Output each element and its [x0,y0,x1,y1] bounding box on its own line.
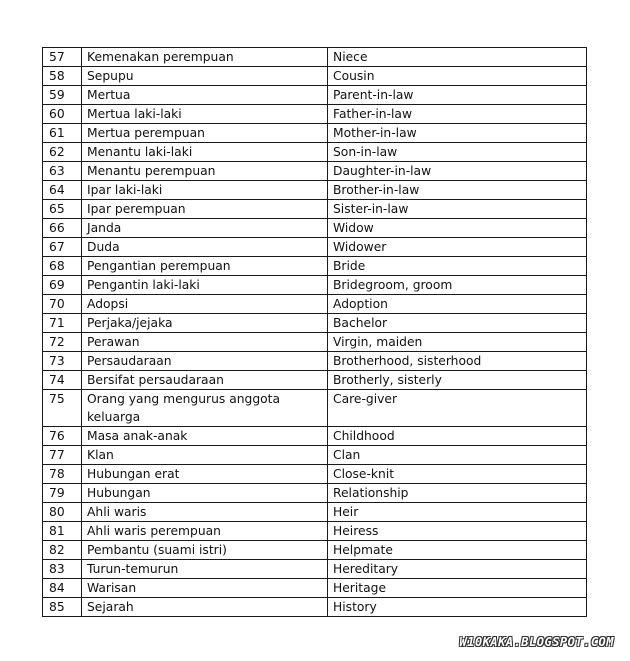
indonesian-term: Duda [82,238,328,257]
row-number: 58 [43,67,82,86]
row-number: 77 [43,446,82,465]
table-row [43,143,587,162]
row-number: 62 [43,143,82,162]
table-row [43,48,587,67]
table-row [43,390,587,427]
table-row [43,352,587,371]
indonesian-term: Pembantu (suami istri) [82,541,328,560]
english-term: Widower [328,238,587,257]
english-term: Bride [328,257,587,276]
english-term: Brotherly, sisterly [328,371,587,390]
english-term: Son-in-law [328,143,587,162]
row-number: 84 [43,579,82,598]
english-term: Clan [328,446,587,465]
vocabulary-table-body [43,48,587,617]
indonesian-term: Ahli waris [82,503,328,522]
indonesian-term: Persaudaraan [82,352,328,371]
indonesian-term: Hubungan erat [82,465,328,484]
indonesian-term: Hubungan [82,484,328,503]
indonesian-term: Perawan [82,333,328,352]
english-term: Helpmate [328,541,587,560]
indonesian-term: Janda [82,219,328,238]
indonesian-term: Sepupu [82,67,328,86]
table-row [43,238,587,257]
table-row [43,503,587,522]
row-number: 66 [43,219,82,238]
row-number: 60 [43,105,82,124]
row-number: 63 [43,162,82,181]
table-row [43,200,587,219]
table-row [43,105,587,124]
indonesian-term: Pengantian perempuan [82,257,328,276]
row-number: 81 [43,522,82,541]
english-term: Mother-in-law [328,124,587,143]
indonesian-term: Ahli waris perempuan [82,522,328,541]
table-row [43,162,587,181]
table-row [43,86,587,105]
row-number: 57 [43,48,82,67]
row-number: 82 [43,541,82,560]
row-number: 73 [43,352,82,371]
row-number: 83 [43,560,82,579]
indonesian-term: Ipar perempuan [82,200,328,219]
indonesian-term: Pengantin laki-laki [82,276,328,295]
english-term: History [328,598,587,617]
table-row [43,276,587,295]
table-row [43,541,587,560]
english-term: Bridegroom, groom [328,276,587,295]
indonesian-term: Orang yang mengurus anggota keluarga [82,390,328,427]
indonesian-term: Klan [82,446,328,465]
english-term: Heritage [328,579,587,598]
row-number: 80 [43,503,82,522]
table-row [43,598,587,617]
indonesian-term: Sejarah [82,598,328,617]
english-term: Bachelor [328,314,587,333]
table-row [43,446,587,465]
row-number: 79 [43,484,82,503]
english-term: Childhood [328,427,587,446]
english-term: Brotherhood, sisterhood [328,352,587,371]
english-term: Niece [328,48,587,67]
english-term: Parent-in-law [328,86,587,105]
english-term: Cousin [328,67,587,86]
indonesian-term: Warisan [82,579,328,598]
indonesian-term: Menantu perempuan [82,162,328,181]
row-number: 78 [43,465,82,484]
table-row [43,314,587,333]
row-number: 72 [43,333,82,352]
table-row [43,333,587,352]
english-term: Relationship [328,484,587,503]
english-term: Brother-in-law [328,181,587,200]
indonesian-term: Turun-temurun [82,560,328,579]
indonesian-term: Ipar laki-laki [82,181,328,200]
vocabulary-table [42,47,587,617]
table-row [43,371,587,390]
watermark: W10KAKA.BLOGSPOT.COM [459,635,614,649]
indonesian-term: Masa anak-anak [82,427,328,446]
english-term: Care-giver [328,390,587,427]
row-number: 74 [43,371,82,390]
english-term: Hereditary [328,560,587,579]
indonesian-term: Kemenakan perempuan [82,48,328,67]
row-number: 65 [43,200,82,219]
indonesian-term: Adopsi [82,295,328,314]
row-number: 69 [43,276,82,295]
english-term: Adoption [328,295,587,314]
table-row [43,465,587,484]
row-number: 59 [43,86,82,105]
row-number: 71 [43,314,82,333]
english-term: Close-knit [328,465,587,484]
row-number: 61 [43,124,82,143]
indonesian-term: Mertua laki-laki [82,105,328,124]
row-number: 70 [43,295,82,314]
table-row [43,484,587,503]
english-term: Virgin, maiden [328,333,587,352]
table-row [43,181,587,200]
english-term: Sister-in-law [328,200,587,219]
indonesian-term: Menantu laki-laki [82,143,328,162]
row-number: 75 [43,390,82,427]
table-row [43,522,587,541]
english-term: Widow [328,219,587,238]
table-row [43,427,587,446]
table-row [43,295,587,314]
row-number: 67 [43,238,82,257]
row-number: 64 [43,181,82,200]
row-number: 68 [43,257,82,276]
table-row [43,560,587,579]
table-row [43,257,587,276]
english-term: Father-in-law [328,105,587,124]
row-number: 85 [43,598,82,617]
indonesian-term: Perjaka/jejaka [82,314,328,333]
row-number: 76 [43,427,82,446]
table-row [43,219,587,238]
english-term: Heir [328,503,587,522]
english-term: Daughter-in-law [328,162,587,181]
indonesian-term: Mertua perempuan [82,124,328,143]
table-row [43,67,587,86]
table-row [43,579,587,598]
table-row [43,124,587,143]
english-term: Heiress [328,522,587,541]
indonesian-term: Bersifat persaudaraan [82,371,328,390]
indonesian-term: Mertua [82,86,328,105]
